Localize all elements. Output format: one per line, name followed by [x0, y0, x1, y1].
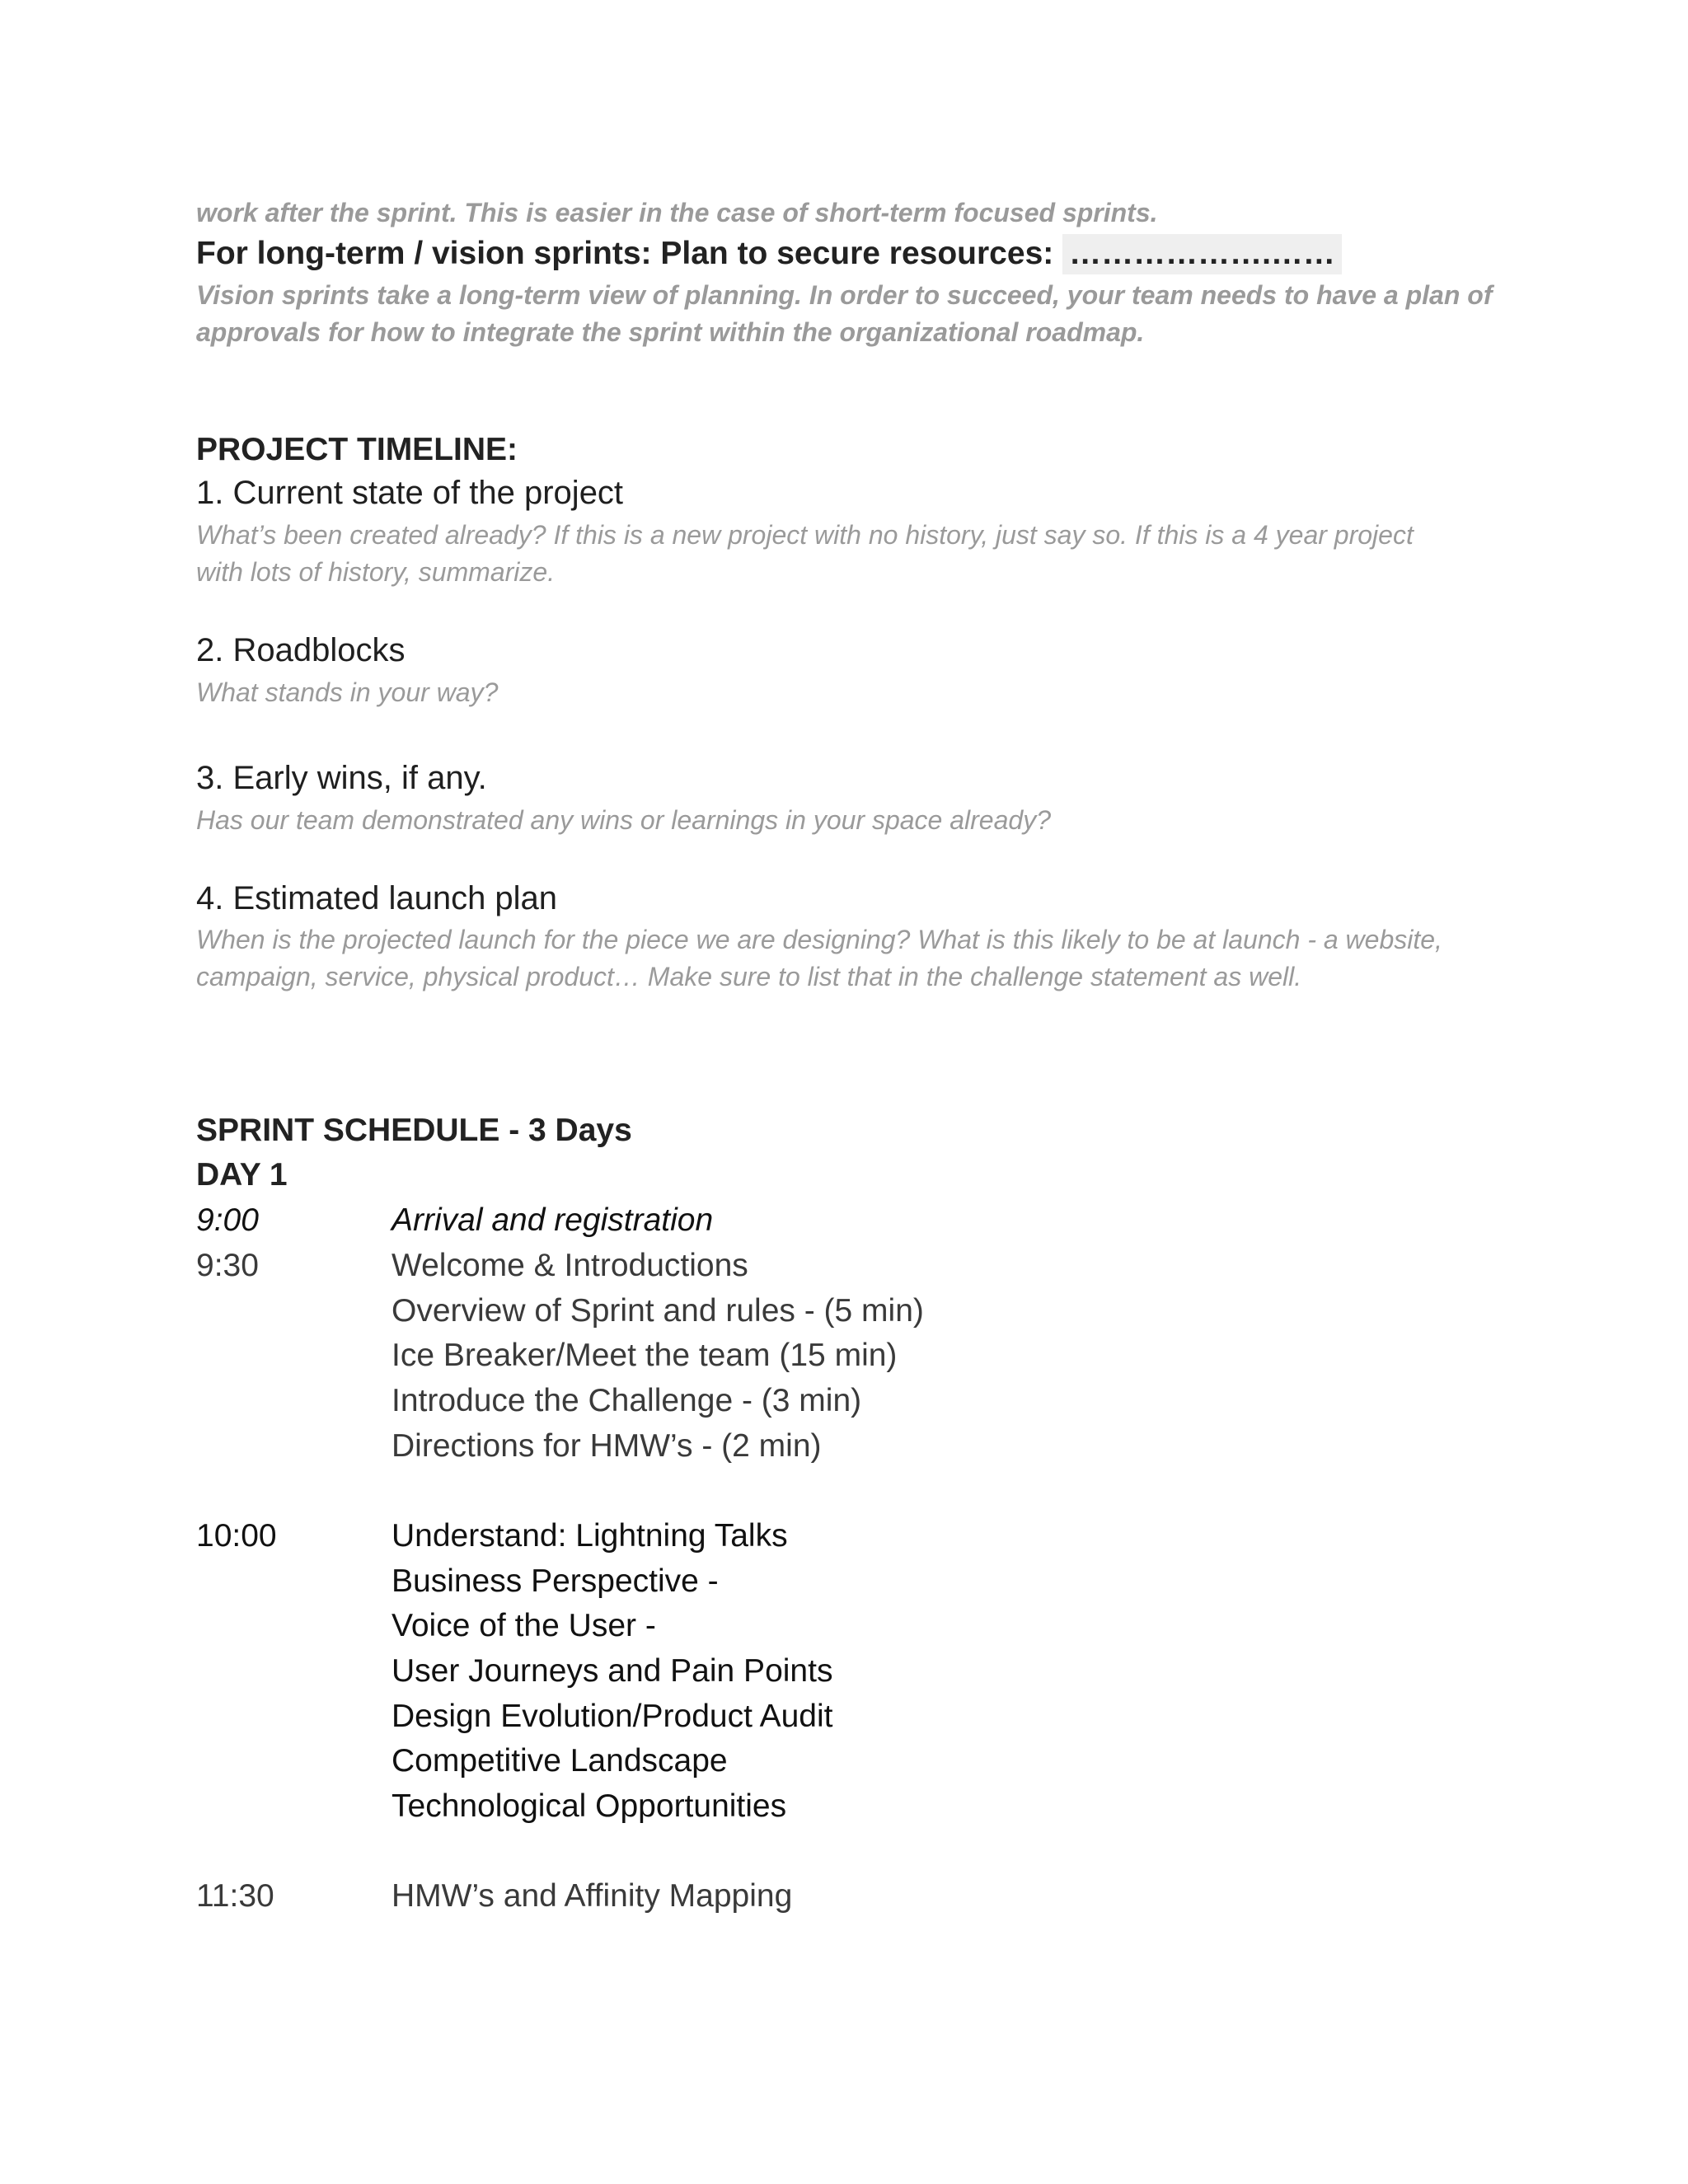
schedule-activity: Design Evolution/Product Audit	[392, 1699, 833, 1734]
timeline-item-hint: When is the projected launch for the piece we are designing? What is this likely to be at launch - a website,	[196, 925, 1442, 954]
timeline-item-hint: What’s been created already? If this is a new project with no history, just say so. If this is a 4 year project	[196, 520, 1414, 550]
schedule-activity: Arrival and registration	[392, 1202, 714, 1238]
schedule-activity: Voice of the User -	[392, 1608, 656, 1643]
timeline-item-hint: What stands in your way?	[196, 677, 499, 707]
timeline-item-title: 4. Estimated launch plan	[196, 880, 558, 916]
schedule-activity: Competitive Landscape	[392, 1743, 728, 1779]
schedule-activity: Introduce the Challenge - (3 min)	[392, 1383, 862, 1418]
schedule-time: 11:30	[196, 1878, 274, 1914]
schedule-time: 9:30	[196, 1248, 259, 1283]
timeline-title: PROJECT TIMELINE:	[196, 432, 518, 467]
timeline-item-title: 3. Early wins, if any.	[196, 760, 487, 796]
schedule-activity: Ice Breaker/Meet the team (15 min)	[392, 1338, 898, 1373]
schedule-activity: Welcome & Introductions	[392, 1248, 748, 1283]
schedule-activity: Business Perspective -	[392, 1563, 719, 1599]
schedule-title: SPRINT SCHEDULE - 3 Days	[196, 1113, 632, 1148]
intro-tail-line: work after the sprint. This is easier in the case of short-term focused sprints.	[196, 198, 1158, 227]
schedule-activity: HMW’s and Affinity Mapping	[392, 1878, 793, 1914]
resources-heading	[196, 236, 1342, 272]
schedule-activity: Directions for HMW’s - (2 min)	[392, 1428, 822, 1464]
timeline-item-hint: campaign, service, physical product… Make sure to list that in the challenge statement as well.	[196, 962, 1302, 991]
schedule-time: 10:00	[196, 1518, 277, 1554]
schedule-time: 9:00	[196, 1202, 259, 1238]
schedule-day: DAY 1	[196, 1157, 288, 1193]
resources-fill-blank[interactable]: ……………….……	[1062, 234, 1342, 274]
resources-heading-text: For long-term / vision sprints: Plan to secure resources:	[196, 236, 1054, 271]
schedule-activity: Overview of Sprint and rules - (5 min)	[392, 1293, 924, 1329]
schedule-activity: Understand: Lightning Talks	[392, 1518, 788, 1554]
timeline-item-hint: Has our team demonstrated any wins or learnings in your space already?	[196, 805, 1051, 835]
timeline-item-hint: with lots of history, summarize.	[196, 557, 556, 587]
timeline-item-title: 1. Current state of the project	[196, 475, 624, 511]
resources-hint-line-2: approvals for how to integrate the sprint within the organizational roadmap.	[196, 317, 1145, 347]
schedule-activity: User Journeys and Pain Points	[392, 1653, 833, 1689]
resources-hint-line-1: Vision sprints take a long-term view of planning. In order to succeed, your team needs to have a plan of	[196, 280, 1493, 310]
timeline-item-title: 2. Roadblocks	[196, 632, 406, 668]
schedule-activity: Technological Opportunities	[392, 1788, 787, 1824]
